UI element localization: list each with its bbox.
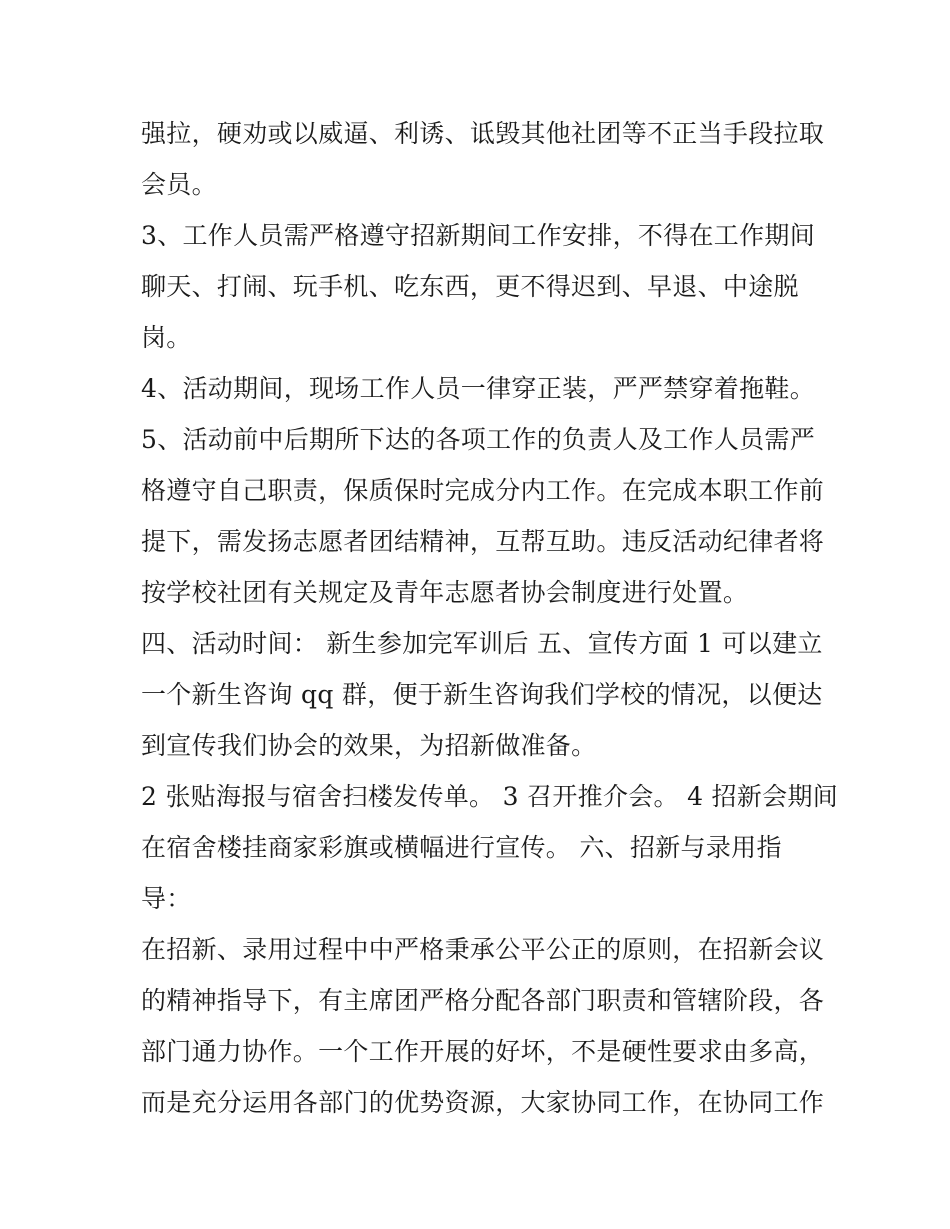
text-line-20: 而是充分运用各部门的优势资源，大家协同工作，在协同工作 [141,1088,825,1117]
text-line-17: 在招新、录用过程中中严格秉承公平公正的原则，在招新会议 [141,935,825,964]
text-line-7: 5、活动前中后期所下达的各项工作的负责人及工作人员需严 [141,425,816,454]
text-line-10: 按学校社团有关规定及青年志愿者协会制度进行处置。 [141,578,749,607]
text-line-11: 四、活动时间： 新生参加完军训后 五、宣传方面 1 可以建立 [141,629,823,658]
text-line-18: 的精神指导下，有主席团严格分配各部门职责和管辖阶段，各 [141,986,825,1015]
text-line-1: 强拉，硬劝或以威逼、利诱、诋毁其他社团等不正当手段拉取 [141,119,825,148]
text-line-8: 格遵守自己职责，保质保时完成分内工作。在完成本职工作前 [141,476,825,505]
text-line-16: 导： [141,884,192,913]
text-line-12: 一个新生咨询 qq 群，便于新生咨询我们学校的情况，以便达 [141,680,823,709]
text-line-4: 聊天、打闹、玩手机、吃东西，更不得迟到、早退、中途脱 [141,272,799,301]
text-line-3: 3、工作人员需严格遵守招新期间工作安排，不得在工作期间 [141,221,816,250]
body-text [141,108,839,1128]
text-line-15: 在宿舍楼挂商家彩旗或横幅进行宣传。 六、招新与录用指 [141,833,782,862]
text-line-6: 4、活动期间，现场工作人员一律穿正装，严严禁穿着拖鞋。 [141,374,816,403]
text-line-2: 会员。 [141,170,217,199]
text-line-19: 部门通力协作。一个工作开展的好坏，不是硬性要求由多高， [141,1037,825,1066]
text-line-5: 岗。 [141,323,192,352]
text-line-14: 2 张贴海报与宿舍扫楼发传单。 3 召开推介会。 4 招新会期间 [141,782,839,811]
text-line-13: 到宣传我们协会的效果，为招新做准备。 [141,731,597,760]
text-line-9: 提下，需发扬志愿者团结精神，互帮互助。违反活动纪律者将 [141,527,825,556]
